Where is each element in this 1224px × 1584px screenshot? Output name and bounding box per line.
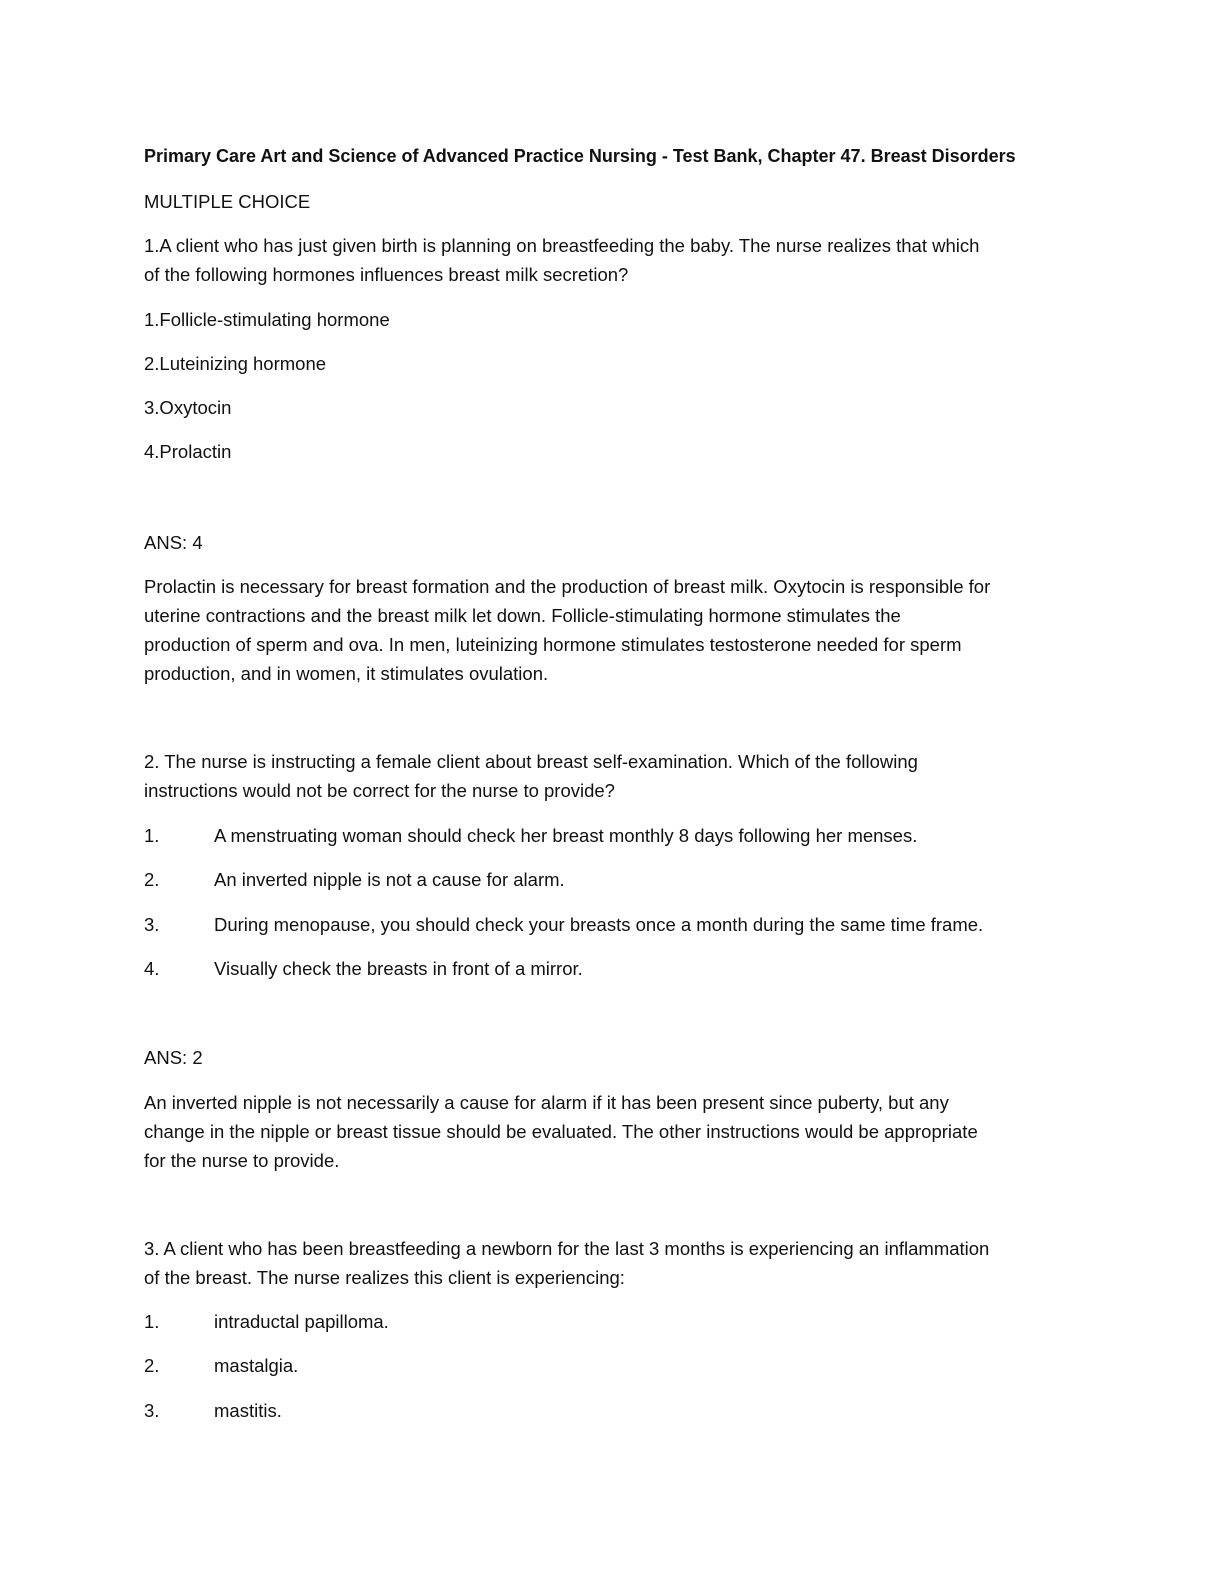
q2-option-4-number: 4.	[144, 958, 160, 979]
q2-stem-line-1: 2. The nurse is instructing a female client about breast self-examination. Which of the following	[144, 751, 918, 772]
document-title: Primary Care Art and Science of Advanced Practice Nursing - Test Bank, Chapter 47. Breast Disorders	[144, 146, 1016, 166]
q2-option-3-number: 3.	[144, 914, 160, 935]
q1-option-2: 2.Luteinizing hormone	[144, 353, 327, 374]
q3-option-2-text: mastalgia.	[214, 1355, 299, 1376]
q1-rationale-line-1: Prolactin is necessary for breast formation and the production of breast milk. Oxytocin is responsible for	[144, 576, 991, 597]
q2-option-4-text: Visually check the breasts in front of a mirror.	[214, 958, 583, 979]
q1-stem-line-1: 1.A client who has just given birth is planning on breastfeeding the baby. The nurse realizes that which	[144, 235, 980, 256]
q2-option-3-text: During menopause, you should check your breasts once a month during the same time frame.	[214, 914, 984, 935]
q3-stem-line-2: of the breast. The nurse realizes this client is experiencing:	[144, 1267, 625, 1288]
q2-answer: ANS: 2	[144, 1047, 203, 1068]
q1-rationale-line-4: production, and in women, it stimulates ovulation.	[144, 663, 549, 684]
q1-option-1: 1.Follicle-stimulating hormone	[144, 309, 390, 330]
q1-rationale-line-2: uterine contractions and the breast milk let down. Follicle-stimulating hormone stimulates the	[144, 605, 901, 626]
q1-option-3: 3.Oxytocin	[144, 397, 232, 418]
q2-rationale-line-1: An inverted nipple is not necessarily a cause for alarm if it has been present since puberty, but any	[144, 1092, 949, 1113]
q1-option-4: 4.Prolactin	[144, 441, 232, 462]
q1-answer: ANS: 4	[144, 532, 203, 553]
q2-stem-line-2: instructions would not be correct for the nurse to provide?	[144, 780, 615, 801]
q3-stem-line-1: 3. A client who has been breastfeeding a newborn for the last 3 months is experiencing an inflammation	[144, 1238, 990, 1259]
q2-option-2-number: 2.	[144, 869, 160, 890]
q3-option-1-text: intraductal papilloma.	[214, 1311, 389, 1332]
q3-option-1-number: 1.	[144, 1311, 160, 1332]
q2-rationale-line-2: change in the nipple or breast tissue should be evaluated. The other instructions would be appropriate	[144, 1121, 978, 1142]
q3-option-3-number: 3.	[144, 1400, 160, 1421]
q2-option-2-text: An inverted nipple is not a cause for alarm.	[214, 869, 565, 890]
q1-rationale-line-3: production of sperm and ova. In men, luteinizing hormone stimulates testosterone needed for sperm	[144, 634, 962, 655]
q3-option-3-text: mastitis.	[214, 1400, 282, 1421]
q1-stem-line-2: of the following hormones influences breast milk secretion?	[144, 264, 629, 285]
q3-option-2-number: 2.	[144, 1355, 160, 1376]
q2-rationale-line-3: for the nurse to provide.	[144, 1150, 340, 1171]
q2-option-1-text: A menstruating woman should check her breast monthly 8 days following her menses.	[214, 825, 918, 846]
q2-option-1-number: 1.	[144, 825, 160, 846]
section-heading: MULTIPLE CHOICE	[144, 191, 311, 212]
